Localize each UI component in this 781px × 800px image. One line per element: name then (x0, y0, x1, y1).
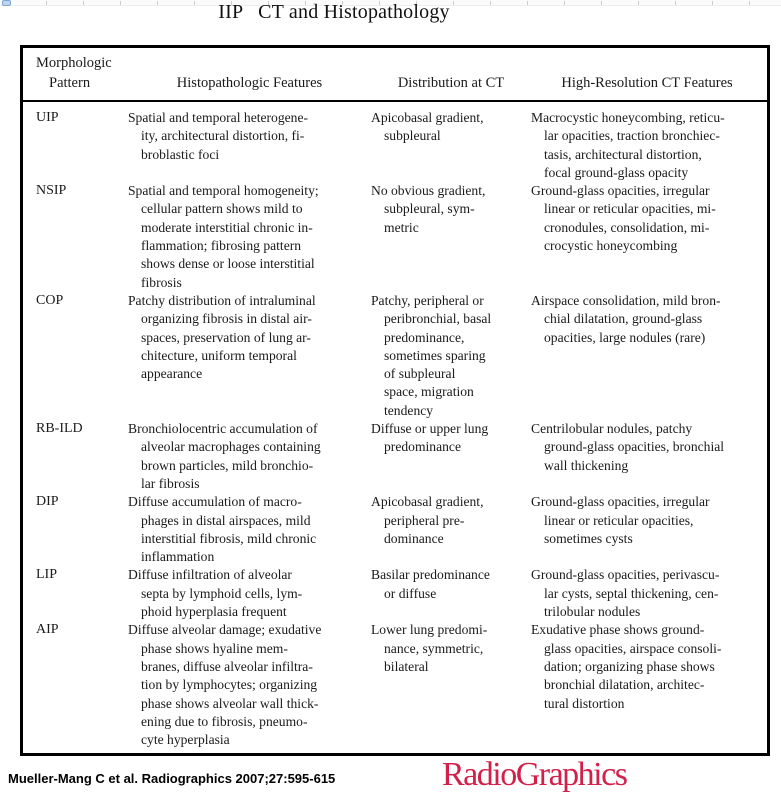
distribution-cell: Apicobasal gradient, subpleural (371, 110, 484, 144)
distribution-cell: Lower lung predomi- nance, symmetric, bilateral (371, 622, 488, 674)
table-body (23, 102, 767, 749)
header-histopathologic-features: Histopathologic Features (176, 75, 323, 91)
table-header-row (23, 48, 767, 102)
hrct-cell: Exudative phase shows ground- glass opacities, airspace consoli- dation; organizing phase shows bronchial dilatation, architec- tural distortion (531, 622, 722, 711)
table-row-rbild (23, 420, 767, 493)
citation-text: Mueller-Mang C et al. Radiographics 2007;27:595-615 (8, 771, 336, 786)
pattern-label: UIP (36, 110, 59, 125)
header-distribution-at-ct: Distribution at CT (397, 75, 505, 91)
distribution-cell: Patchy, peripheral or peribronchial, basal predominance, sometimes sparing of subpleural space, migration tendency (371, 292, 492, 418)
hrct-cell: Ground-glass opacities, perivascu- lar cysts, septal thickening, cen- trilobular nodules (531, 567, 720, 620)
pattern-label: AIP (36, 622, 59, 638)
histopathologic-cell: Diffuse accumulation of macro- phages in distal airspaces, mild interstitial fibrosis, mild chronic inflammation (128, 494, 317, 565)
table-row-cop (23, 292, 767, 420)
hrct-cell: Macrocystic honeycombing, reticu- lar opacities, traction bronchiec- tasis, architectural distortion, focal ground-glass opacity (531, 110, 725, 180)
iip-table (20, 45, 770, 756)
table-row-lip (23, 566, 767, 621)
distribution-cell: Diffuse or upper lung predominance (371, 421, 489, 455)
table-row-uip (23, 109, 767, 182)
pattern-label: DIP (36, 494, 59, 510)
radiographics-logo: RadioGraphics (442, 756, 627, 793)
histopathologic-cell: Bronchiolocentric accumulation of alveolar macrophages containing brown particles, mild bronchio- lar fibrosis (128, 421, 321, 491)
histopathologic-cell: Diffuse alveolar damage; exudative phase shows hyaline mem- branes, diffuse alveolar infiltra- tion by lymphocytes; organizing phase shows alveolar wall thick- ening due to fibrosis, pneumo- cyte hyperplasia (128, 622, 322, 748)
pattern-label: LIP (36, 567, 57, 583)
histopathologic-cell: Diffuse infiltration of alveolar septa by lymphoid cells, lym- phoid hyperplasia frequent (128, 567, 303, 620)
pattern-label: NSIP (36, 183, 67, 199)
hrct-cell: Ground-glass opacities, irregular linear or reticular opacities, sometimes cysts (531, 494, 710, 546)
distribution-cell: Basilar predominance or diffuse (371, 567, 490, 601)
distribution-cell: No obvious gradient, subpleural, sym- metric (371, 183, 486, 235)
hrct-cell: Centrilobular nodules, patchy ground-glass opacities, bronchial wall thickening (531, 421, 725, 473)
header-morphologic-pattern: Morphologic Pattern (36, 55, 112, 91)
header-high-resolution-ct-features: High-Resolution CT Features (561, 75, 733, 91)
hrct-cell: Ground-glass opacities, irregular linear or reticular opacities, mi- cronodules, consolidation, mi- crocystic honeycombing (531, 183, 716, 254)
histopathologic-cell: Spatial and temporal heterogene- ity, architectural distortion, fi- broblastic foci (128, 110, 309, 162)
table-row-dip (23, 493, 767, 566)
pattern-label: RB-ILD (36, 421, 83, 437)
table-row-nsip (23, 182, 767, 292)
pattern-label: COP (36, 292, 64, 308)
hrct-cell: Airspace consolidation, mild bron- chial dilatation, ground-glass opacities, large nodules (rare) (531, 292, 721, 345)
histopathologic-cell: Patchy distribution of intraluminal organizing fibrosis in distal air- spaces, preservation of lung ar- chitecture, uniform temporal appearance (128, 292, 316, 382)
histopathologic-cell: Spatial and temporal homogeneity; cellular pattern shows mild to moderate interstitial chronic in- flammation; fibrosing pattern shows dense or loose interstitial fibrosis (128, 183, 319, 290)
table-row-aip (23, 621, 767, 749)
distribution-cell: Apicobasal gradient, peripheral pre- dominance (371, 494, 484, 546)
page-title: IIP CT and Histopathology (218, 1, 450, 23)
